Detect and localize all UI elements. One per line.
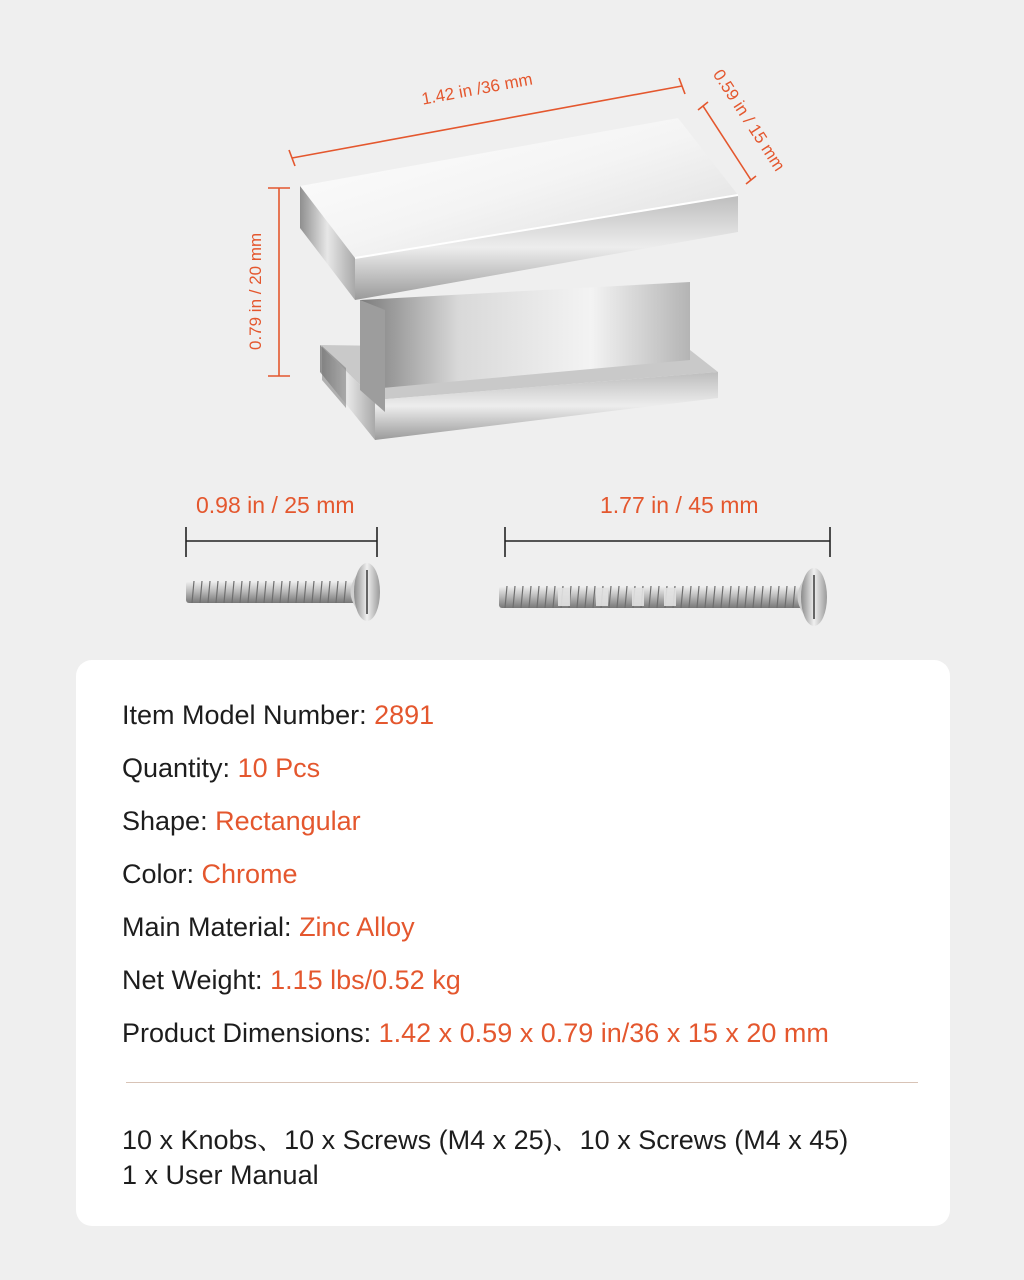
long-screw-image — [499, 568, 827, 626]
short-screw-dimension-label: 0.98 in / 25 mm — [196, 492, 355, 518]
spec-value: 1.42 x 0.59 x 0.79 in/36 x 15 x 20 mm — [378, 1018, 829, 1048]
spec-label: Quantity: — [122, 753, 238, 783]
spec-label: Net Weight: — [122, 965, 271, 995]
spec-shape — [122, 806, 361, 837]
spec-value: 2891 — [374, 700, 435, 730]
long-screw-dimension-label: 1.77 in / 45 mm — [600, 492, 759, 518]
screw-dimension-lines — [186, 527, 830, 557]
spec-value: 1.15 lbs/0.52 kg — [270, 965, 461, 995]
spec-label: Shape: — [122, 806, 216, 836]
spec-color — [122, 859, 298, 890]
depth-dimension-label: 0.59 in / 15 mm — [709, 66, 789, 175]
spec-card — [76, 660, 950, 1226]
short-screw-image — [186, 563, 380, 621]
spec-label: Main Material: — [122, 912, 300, 942]
spec-value: Rectangular — [215, 806, 361, 836]
package-contents-line-2: 1 x User Manual — [122, 1160, 319, 1190]
spec-value: 10 Pcs — [237, 753, 321, 783]
spec-quantity — [122, 753, 320, 784]
spec-label: Product Dimensions: — [122, 1018, 379, 1048]
divider — [126, 1082, 918, 1083]
spec-model-number — [122, 700, 434, 731]
knob-image — [300, 118, 738, 440]
spec-product-dimensions — [122, 1018, 829, 1049]
package-contents-line-1: 10 x Knobs、10 x Screws (M4 x 25)、10 x Screws (M4 x 45) — [122, 1125, 849, 1155]
spec-value: Zinc Alloy — [299, 912, 415, 942]
spec-material — [122, 912, 415, 943]
height-dimension-label: 0.79 in / 20 mm — [246, 232, 265, 350]
spec-label: Item Model Number: — [122, 700, 375, 730]
spec-net-weight — [122, 965, 461, 996]
spec-label: Color: — [122, 859, 202, 889]
spec-value: Chrome — [201, 859, 298, 889]
length-dimension-label: 1.42 in /36 mm — [420, 69, 535, 109]
